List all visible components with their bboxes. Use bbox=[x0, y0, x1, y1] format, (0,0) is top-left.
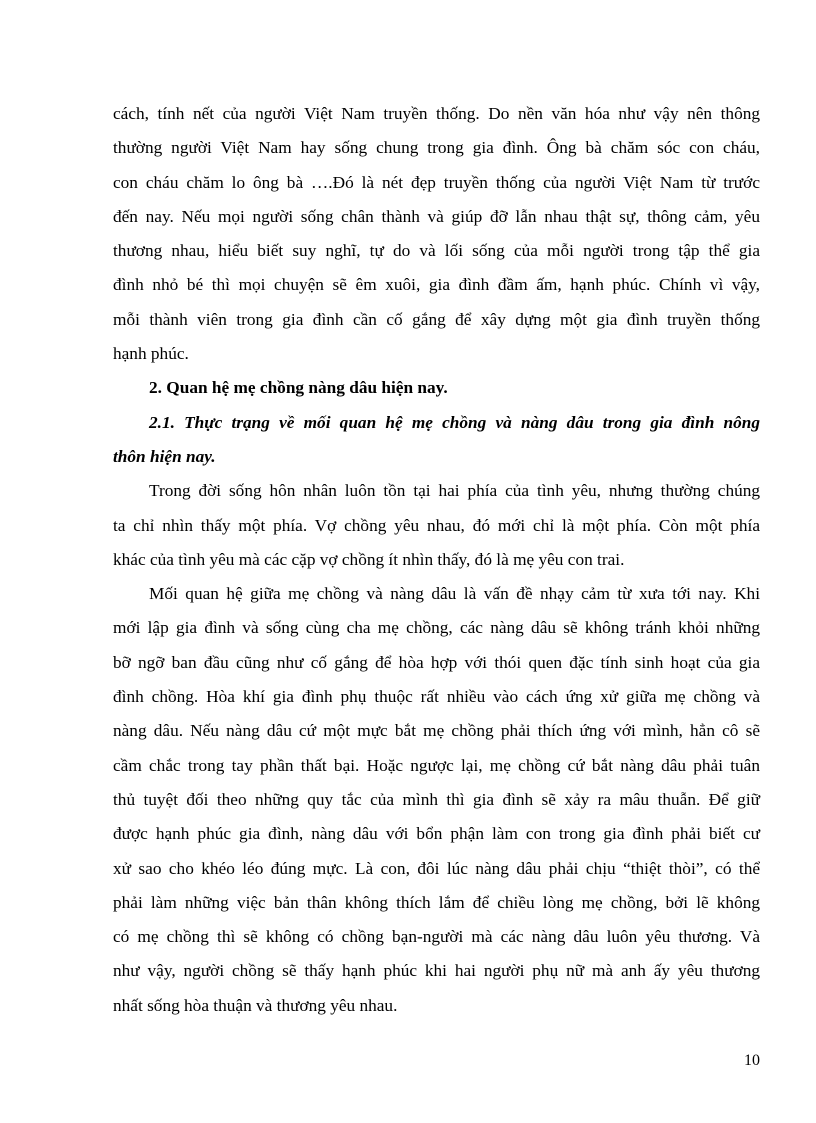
text-line: khác của tình yêu mà các cặp vợ chồng ít nhìn thấy, đó là mẹ yêu con trai. bbox=[113, 549, 625, 569]
text-line: Mối quan hệ giữa mẹ chồng và nàng dâu là vấn đề nhạy cảm từ xưa tới nay. Khi bbox=[149, 584, 760, 604]
text-line: ta chỉ nhìn thấy một phía. Vợ chồng yêu nhau, đó mới chỉ là một phía. Còn một phía bbox=[113, 515, 760, 535]
text-line: thủ tuyệt đối theo những quy tắc của mình thì gia đình sẽ xảy ra mâu thuẫn. Để giữ bbox=[113, 789, 760, 809]
subsection-heading-line: 2.1. Thực trạng về mối quan hệ mẹ chồng và nàng dâu trong gia đình nông bbox=[149, 412, 760, 432]
text-line: cầm chắc trong tay phần thất bại. Hoặc ngược lại, mẹ chồng cứ bắt nàng dâu phải tuân bbox=[113, 755, 760, 775]
text-line: thường người Việt Nam hay sống chung trong gia đình. Ông bà chăm sóc con cháu, bbox=[113, 138, 760, 158]
text-line: được hạnh phúc gia đình, nàng dâu với bổn phận làm con trong gia đình phải biết cư bbox=[113, 824, 760, 844]
text-line: mới lập gia đình và sống cùng cha mẹ chồng, các nàng dâu sẽ không tránh khỏi những bbox=[113, 618, 760, 638]
text-line: mỗi thành viên trong gia đình cần cố gắng để xây dựng một gia đình truyền thống bbox=[113, 309, 760, 329]
text-line: nhất sống hòa thuận và thương yêu nhau. bbox=[113, 995, 398, 1015]
subsection-heading bbox=[113, 406, 760, 475]
text-line: như vậy, người chồng sẽ thấy hạnh phúc khi hai người phụ nữ mà anh ấy yêu thương bbox=[113, 961, 760, 981]
text-line: con cháu chăm lo ông bà ….Đó là nét đẹp truyền thống của người Việt Nam từ trước bbox=[113, 172, 760, 192]
text-line: bỡ ngỡ ban đầu cũng như cố gắng để hòa hợp với thói quen đặc tính sinh hoạt của gia bbox=[113, 652, 760, 672]
text-line: xử sao cho khéo léo đúng mực. Là con, đôi lúc nàng dâu phải chịu “thiệt thòi”, có thể bbox=[113, 858, 760, 878]
paragraph-family-tradition bbox=[113, 97, 760, 371]
text-line: Trong đời sống hôn nhân luôn tồn tại hai phía của tình yêu, nhưng thường chúng bbox=[149, 481, 760, 501]
text-line: có mẹ chồng thì sẽ không có chồng bạn-người mà các nàng dâu luôn yêu thương. Và bbox=[113, 927, 760, 947]
text-line: phải làm những việc bản thân không thích lắm để chiều lòng mẹ chồng, bởi lẽ không bbox=[113, 892, 760, 912]
text-line: đình nhỏ bé thì mọi chuyện sẽ êm xuôi, gia đình đầm ấm, hạnh phúc. Chính vì vậy, bbox=[113, 275, 760, 295]
text-line: đến nay. Nếu mọi người sống chân thành và giúp đỡ lẫn nhau thật sự, thông cảm, yêu bbox=[113, 206, 760, 226]
section-heading: 2. Quan hệ mẹ chồng nàng dâu hiện nay. bbox=[149, 378, 448, 398]
page-number: 10 bbox=[744, 1052, 760, 1069]
text-line: nàng dâu. Nếu nàng dâu cứ một mực bắt mẹ chồng phải thích ứng với mình, hẳn cô sẽ bbox=[113, 721, 760, 741]
text-line: hạnh phúc. bbox=[113, 344, 189, 364]
document-page bbox=[113, 97, 760, 1023]
text-line: thương nhau, hiểu biết suy nghĩ, tự do và lối sống của mỗi người trong tập thể gia bbox=[113, 241, 760, 261]
paragraph-mother-in-law-relationship bbox=[113, 577, 760, 1023]
subsection-heading-line: thôn hiện nay. bbox=[113, 446, 216, 466]
text-line: cách, tính nết của người Việt Nam truyền thống. Do nền văn hóa như vậy nên thông bbox=[113, 104, 760, 123]
text-line: đình chồng. Hòa khí gia đình phụ thuộc rất nhiều vào cách ứng xử giữa mẹ chồng và bbox=[113, 687, 760, 707]
paragraph-two-sides-of-love bbox=[113, 474, 760, 577]
